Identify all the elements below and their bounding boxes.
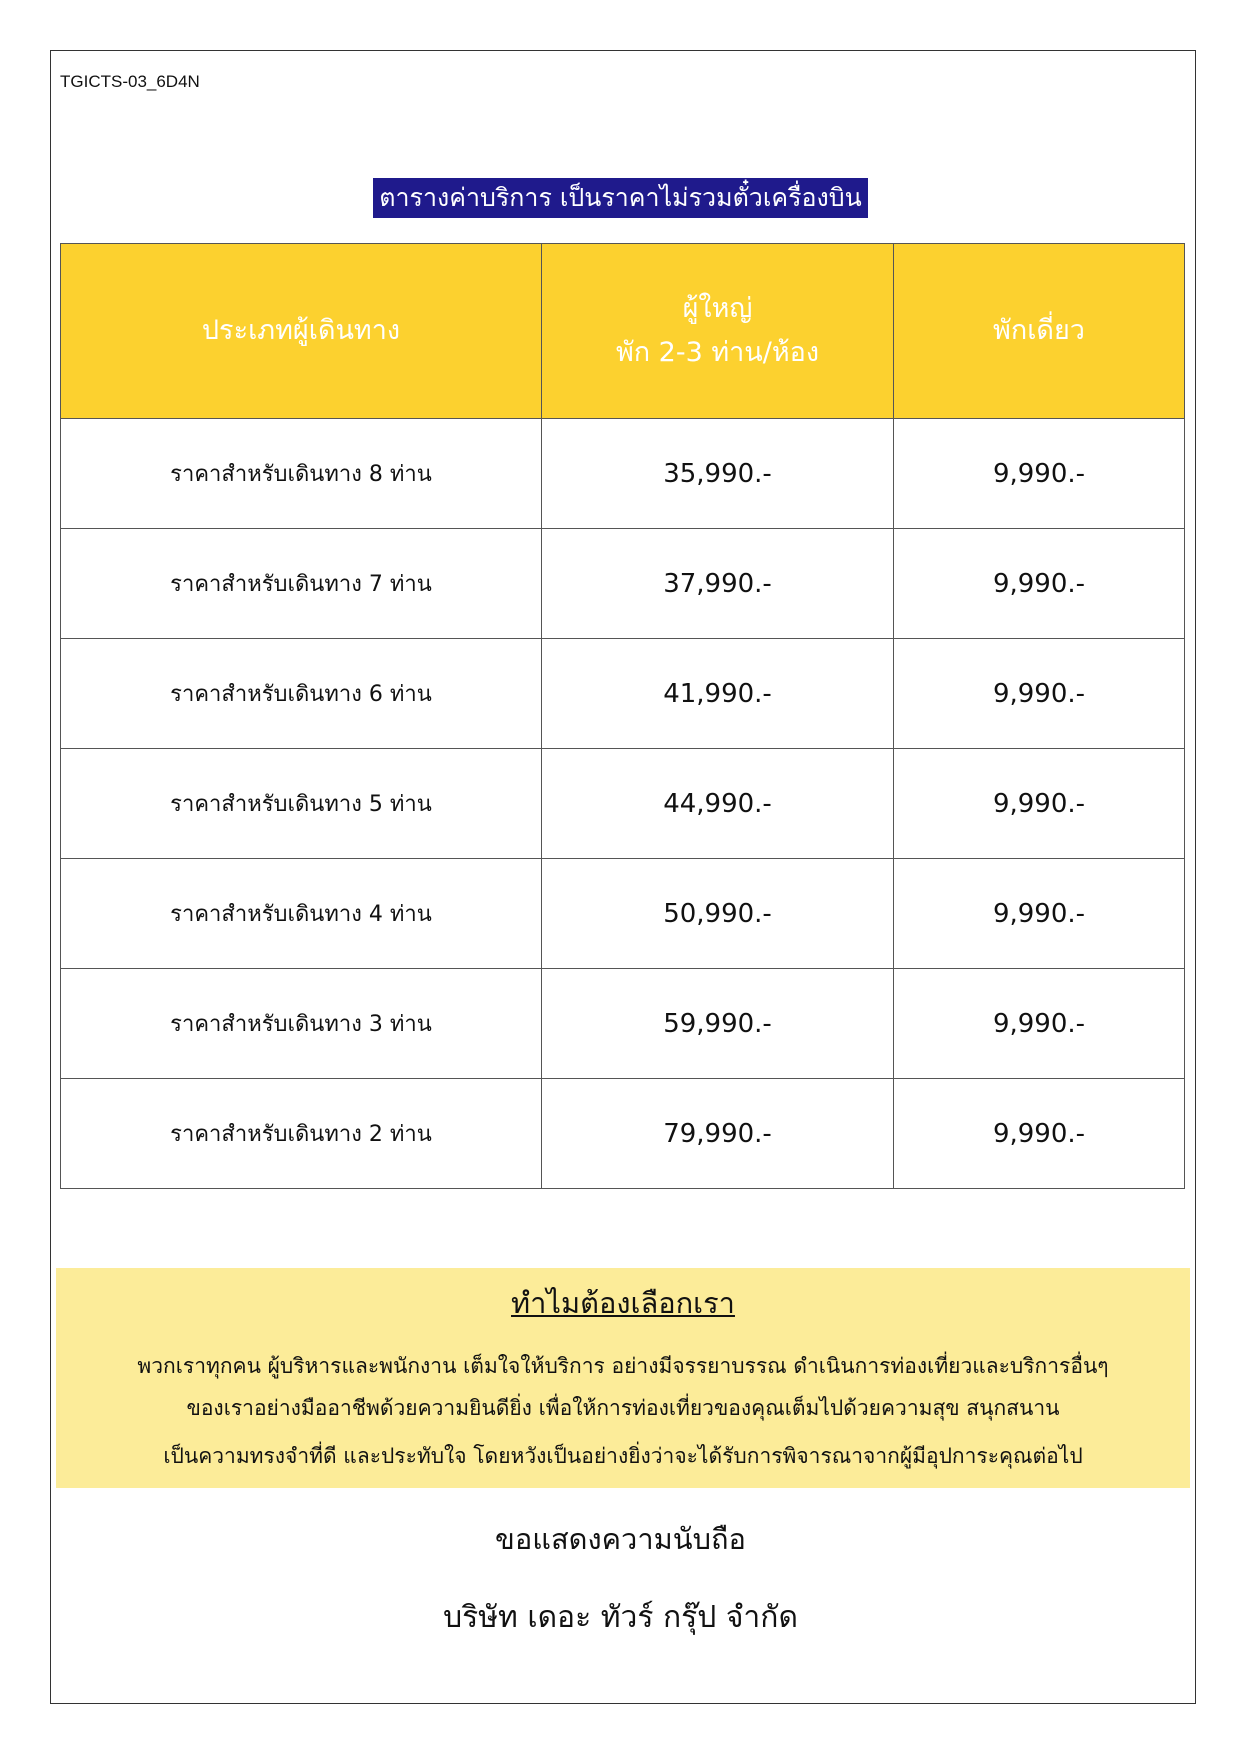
table-row bbox=[61, 859, 1185, 969]
adult-price: 37,990.- bbox=[542, 529, 894, 639]
table-row bbox=[61, 419, 1185, 529]
row-label: ราคาสำหรับเดินทาง 7 ท่าน bbox=[61, 529, 542, 639]
price-table bbox=[60, 243, 1185, 1189]
header-adult bbox=[542, 244, 894, 419]
closing-regards: ขอแสดงความนับถือ bbox=[495, 1522, 746, 1556]
header-adult-label: ผู้ใหญ่ bbox=[682, 293, 753, 324]
table-header-row bbox=[61, 244, 1185, 419]
single-price: 9,990.- bbox=[894, 969, 1185, 1079]
row-label: ราคาสำหรับเดินทาง 3 ท่าน bbox=[61, 969, 542, 1079]
why-choose-us-title: ทำไมต้องเลือกเรา bbox=[511, 1286, 735, 1320]
table-row bbox=[61, 1079, 1185, 1189]
single-price: 9,990.- bbox=[894, 529, 1185, 639]
why-choose-us-box bbox=[56, 1268, 1190, 1488]
single-price: 9,990.- bbox=[894, 749, 1185, 859]
page-title: ตารางค่าบริการ เป็นราคาไม่รวมตั๋วเครื่องบิน bbox=[373, 178, 867, 218]
table-row bbox=[61, 749, 1185, 859]
adult-price: 41,990.- bbox=[542, 639, 894, 749]
row-label: ราคาสำหรับเดินทาง 2 ท่าน bbox=[61, 1079, 542, 1189]
row-label: ราคาสำหรับเดินทาง 8 ท่าน bbox=[61, 419, 542, 529]
adult-price: 44,990.- bbox=[542, 749, 894, 859]
document-code: TGICTS-03_6D4N bbox=[60, 72, 200, 91]
company-name: บริษัท เดอะ ทัวร์ กรุ๊ป จำกัด bbox=[443, 1600, 798, 1635]
adult-price: 50,990.- bbox=[542, 859, 894, 969]
single-price: 9,990.- bbox=[894, 419, 1185, 529]
title-wrapper bbox=[0, 178, 1241, 218]
why-text-line-3: เป็นความทรงจำที่ดี และประทับใจ โดยหวังเป็นอย่างยิ่งว่าจะได้รับการพิจารณาจากผู้มีอุปการะคุณต่อไป bbox=[163, 1444, 1083, 1468]
why-text-line-2: ของเราอย่างมืออาชีพด้วยความยินดียิ่ง เพื่อให้การท่องเที่ยวของคุณเต็มไปด้วยความสุข สนุกสนาน bbox=[186, 1396, 1060, 1420]
adult-price: 59,990.- bbox=[542, 969, 894, 1079]
adult-price: 35,990.- bbox=[542, 419, 894, 529]
table-row bbox=[61, 969, 1185, 1079]
table-row bbox=[61, 529, 1185, 639]
header-adult-room: พัก 2-3 ท่าน/ห้อง bbox=[615, 337, 820, 368]
why-text-line-1: พวกเราทุกคน ผู้บริหารและพนักงาน เต็มใจให้บริการ อย่างมีจรรยาบรรณ ดำเนินการท่องเที่ยวและบริการอื่นๆ bbox=[137, 1354, 1109, 1378]
row-label: ราคาสำหรับเดินทาง 6 ท่าน bbox=[61, 639, 542, 749]
header-single: พักเดี่ยว bbox=[894, 244, 1185, 419]
row-label: ราคาสำหรับเดินทาง 5 ท่าน bbox=[61, 749, 542, 859]
header-traveler-type: ประเภทผู้เดินทาง bbox=[61, 244, 542, 419]
single-price: 9,990.- bbox=[894, 1079, 1185, 1189]
table-row bbox=[61, 639, 1185, 749]
row-label: ราคาสำหรับเดินทาง 4 ท่าน bbox=[61, 859, 542, 969]
single-price: 9,990.- bbox=[894, 859, 1185, 969]
adult-price: 79,990.- bbox=[542, 1079, 894, 1189]
single-price: 9,990.- bbox=[894, 639, 1185, 749]
